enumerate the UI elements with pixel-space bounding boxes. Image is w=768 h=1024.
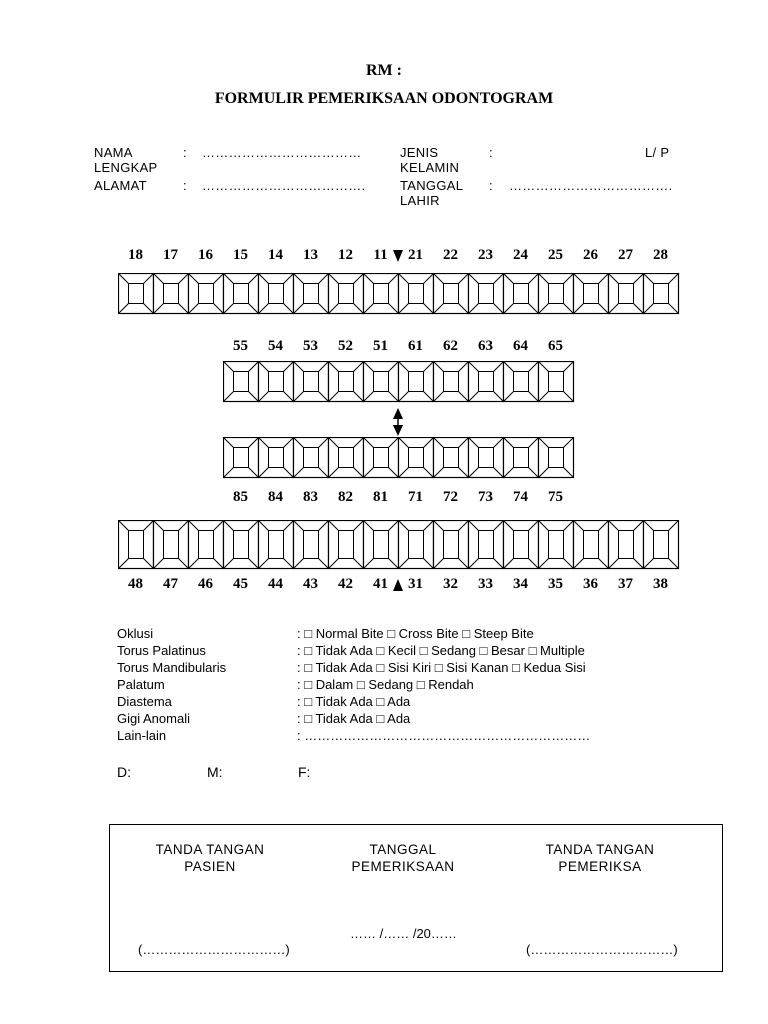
tooth-number: 16 — [198, 247, 213, 263]
rm-label: RM : — [366, 62, 402, 79]
tooth-number: 35 — [548, 576, 563, 592]
pasien-heading-line1: TANDA TANGAN — [155, 842, 265, 857]
tooth-diagram[interactable] — [294, 274, 329, 314]
tooth-diagram[interactable] — [224, 438, 259, 478]
odontogram-chart — [118, 273, 680, 315]
alamat-colon: : — [183, 178, 187, 193]
tooth-diagram[interactable] — [224, 362, 259, 402]
tooth-number: 27 — [618, 247, 633, 263]
tooth-diagram[interactable] — [539, 274, 574, 314]
tooth-number: 11 — [373, 247, 388, 263]
tooth-diagram[interactable] — [329, 274, 364, 314]
tooth-number: 22 — [443, 247, 458, 263]
tooth-number: 85 — [233, 489, 248, 505]
odontogram-chart — [223, 361, 575, 403]
tooth-number: 64 — [513, 338, 528, 354]
tooth-diagram[interactable] — [434, 362, 469, 402]
tooth-number: 53 — [303, 338, 318, 354]
odontogram-chart — [223, 437, 575, 479]
tooth-diagram[interactable] — [364, 274, 399, 314]
tooth-diagram[interactable] — [154, 274, 189, 314]
tooth-diagram[interactable] — [504, 274, 539, 314]
midline-down-arrow-icon — [392, 249, 404, 263]
field-options[interactable]: : □ Tidak Ada □ Ada — [297, 694, 411, 709]
pemeriksa-heading-line1: TANDA TANGAN — [545, 842, 655, 857]
dmf-f-label: F: — [298, 764, 311, 780]
page-title: FORMULIR PEMERIKSAAN ODONTOGRAM — [214, 90, 554, 107]
jenis-colon: : — [489, 145, 493, 160]
odontogram-chart — [118, 520, 680, 570]
tooth-diagram[interactable] — [469, 362, 504, 402]
dmf-m-label: M: — [207, 764, 223, 780]
alamat-label: ALAMAT — [94, 178, 147, 193]
tooth-number: 37 — [618, 576, 633, 592]
tooth-number: 32 — [443, 576, 458, 592]
tooth-number: 18 — [128, 247, 143, 263]
tooth-diagram[interactable] — [154, 521, 189, 569]
field-label: Oklusi — [117, 626, 154, 641]
tooth-number: 73 — [478, 489, 493, 505]
midline-double-arrow-icon — [391, 408, 405, 436]
tooth-number: 34 — [513, 576, 528, 592]
midline-up-arrow-icon — [392, 578, 404, 592]
tooth-diagram[interactable] — [434, 274, 469, 314]
tooth-number: 42 — [338, 576, 353, 592]
tooth-number: 45 — [233, 576, 248, 592]
tooth-diagram[interactable] — [504, 438, 539, 478]
field-options[interactable]: : □ Tidak Ada □ Kecil □ Sedang □ Besar □ Multiple — [297, 643, 585, 658]
tooth-number: 62 — [443, 338, 458, 354]
tooth-number: 52 — [338, 338, 353, 354]
tooth-diagram[interactable] — [259, 521, 294, 569]
tanggal-pemeriksaan-heading — [303, 841, 503, 875]
pasien-heading-line2: PASIEN — [184, 859, 236, 874]
tooth-number: 21 — [408, 247, 423, 263]
tanggal-colon: : — [489, 178, 493, 193]
nama-label: NAMA — [94, 145, 133, 160]
tooth-number: 46 — [198, 576, 213, 592]
tooth-diagram[interactable] — [399, 438, 434, 478]
pemeriksa-signature-heading — [500, 841, 700, 875]
tooth-number: 15 — [233, 247, 248, 263]
tooth-diagram[interactable] — [399, 362, 434, 402]
tooth-diagram[interactable] — [189, 521, 224, 569]
field-label: Lain-lain — [117, 728, 167, 743]
tooth-diagram[interactable] — [469, 521, 504, 569]
jenis-label: JENIS — [400, 145, 439, 160]
tooth-number: 75 — [548, 489, 563, 505]
tooth-diagram[interactable] — [294, 521, 329, 569]
tooth-number: 36 — [583, 576, 598, 592]
tooth-number: 33 — [478, 576, 493, 592]
field-options[interactable]: : ………………………………………………………… — [297, 728, 591, 743]
field-label: Torus Palatinus — [117, 643, 206, 658]
dmf-d-label: D: — [117, 764, 131, 780]
nama-colon: : — [183, 145, 187, 160]
tooth-diagram[interactable] — [539, 362, 574, 402]
tooth-diagram[interactable] — [399, 521, 434, 569]
tooth-diagram[interactable] — [329, 362, 364, 402]
pasien-signature-line[interactable]: (……………………………) — [138, 942, 290, 957]
tooth-diagram[interactable] — [189, 274, 224, 314]
tooth-number: 83 — [303, 489, 318, 505]
tooth-diagram[interactable] — [539, 521, 574, 569]
tanggal-value[interactable]: ………………………………. — [509, 178, 673, 193]
tooth-number: 17 — [163, 247, 178, 263]
tooth-number: 12 — [338, 247, 353, 263]
tooth-diagram[interactable] — [504, 362, 539, 402]
field-label: Torus Mandibularis — [117, 660, 227, 675]
tooth-diagram[interactable] — [504, 521, 539, 569]
examination-date-line[interactable]: …… /…… /20…… — [350, 926, 457, 941]
tooth-number: 54 — [268, 338, 283, 354]
tooth-number: 23 — [478, 247, 493, 263]
tooth-number: 43 — [303, 576, 318, 592]
nama-value[interactable]: ……………………………… — [202, 145, 362, 160]
tooth-number: 72 — [443, 489, 458, 505]
lengkap-label: LENGKAP — [94, 160, 158, 175]
tooth-diagram[interactable] — [574, 521, 609, 569]
tooth-diagram[interactable] — [259, 438, 294, 478]
tooth-diagram[interactable] — [609, 521, 644, 569]
tooth-diagram[interactable] — [364, 438, 399, 478]
tooth-diagram[interactable] — [609, 274, 644, 314]
tooth-diagram[interactable] — [469, 438, 504, 478]
tooth-number: 74 — [513, 489, 528, 505]
tooth-diagram[interactable] — [224, 521, 259, 569]
tooth-number: 47 — [163, 576, 178, 592]
tooth-number: 51 — [373, 338, 388, 354]
pemeriksa-signature-line[interactable]: (……………………………) — [526, 942, 678, 957]
tooth-number: 31 — [408, 576, 423, 592]
field-label: Diastema — [117, 694, 172, 709]
tooth-number: 24 — [513, 247, 528, 263]
tooth-diagram[interactable] — [224, 274, 259, 314]
lahir-label: LAHIR — [400, 193, 440, 208]
tanggal-label: TANGGAL — [400, 178, 464, 193]
tooth-diagram[interactable] — [119, 521, 154, 569]
tooth-number: 65 — [548, 338, 563, 354]
field-label: Gigi Anomali — [117, 711, 190, 726]
tooth-number: 13 — [303, 247, 318, 263]
alamat-value[interactable]: ………………………………. — [202, 178, 366, 193]
field-options[interactable]: : □ Tidak Ada □ Sisi Kiri □ Sisi Kanan □ Kedua Sisi — [297, 660, 586, 675]
tooth-number: 63 — [478, 338, 493, 354]
field-options[interactable]: : □ Dalam □ Sedang □ Rendah — [297, 677, 474, 692]
tooth-diagram[interactable] — [434, 438, 469, 478]
tooth-diagram[interactable] — [294, 362, 329, 402]
tooth-diagram[interactable] — [364, 521, 399, 569]
pemeriksa-heading-line2: PEMERIKSA — [558, 859, 642, 874]
tooth-diagram[interactable] — [364, 362, 399, 402]
field-options[interactable]: : □ Normal Bite □ Cross Bite □ Steep Bite — [297, 626, 534, 641]
pasien-signature-heading — [110, 841, 310, 875]
tooth-number: 44 — [268, 576, 283, 592]
field-label: Palatum — [117, 677, 165, 692]
tooth-number: 41 — [373, 576, 388, 592]
tooth-diagram[interactable] — [644, 521, 679, 569]
tooth-diagram[interactable] — [574, 274, 609, 314]
tooth-number: 28 — [653, 247, 668, 263]
tooth-diagram[interactable] — [539, 438, 574, 478]
jenis-value[interactable]: L/ P — [645, 145, 670, 160]
tooth-number: 26 — [583, 247, 598, 263]
tooth-number: 38 — [653, 576, 668, 592]
tooth-number: 48 — [128, 576, 143, 592]
tooth-diagram[interactable] — [469, 274, 504, 314]
tooth-diagram[interactable] — [294, 438, 329, 478]
tanggal-heading-line1: TANGGAL — [369, 842, 437, 857]
signature-box — [109, 824, 723, 972]
tooth-diagram[interactable] — [259, 274, 294, 314]
tooth-diagram[interactable] — [329, 438, 364, 478]
tooth-number: 71 — [408, 489, 423, 505]
tooth-number: 61 — [408, 338, 423, 354]
tooth-diagram[interactable] — [399, 274, 434, 314]
tooth-number: 25 — [548, 247, 563, 263]
tooth-number: 55 — [233, 338, 248, 354]
tooth-number: 82 — [338, 489, 353, 505]
kelamin-label: KELAMIN — [400, 160, 460, 175]
tooth-number: 81 — [373, 489, 388, 505]
tooth-number: 14 — [268, 247, 283, 263]
field-options[interactable]: : □ Tidak Ada □ Ada — [297, 711, 411, 726]
tanggal-heading-line2: PEMERIKSAAN — [351, 859, 455, 874]
tooth-diagram[interactable] — [434, 521, 469, 569]
tooth-diagram[interactable] — [119, 274, 154, 314]
tooth-diagram[interactable] — [259, 362, 294, 402]
tooth-diagram[interactable] — [329, 521, 364, 569]
tooth-diagram[interactable] — [644, 274, 679, 314]
tooth-number: 84 — [268, 489, 283, 505]
